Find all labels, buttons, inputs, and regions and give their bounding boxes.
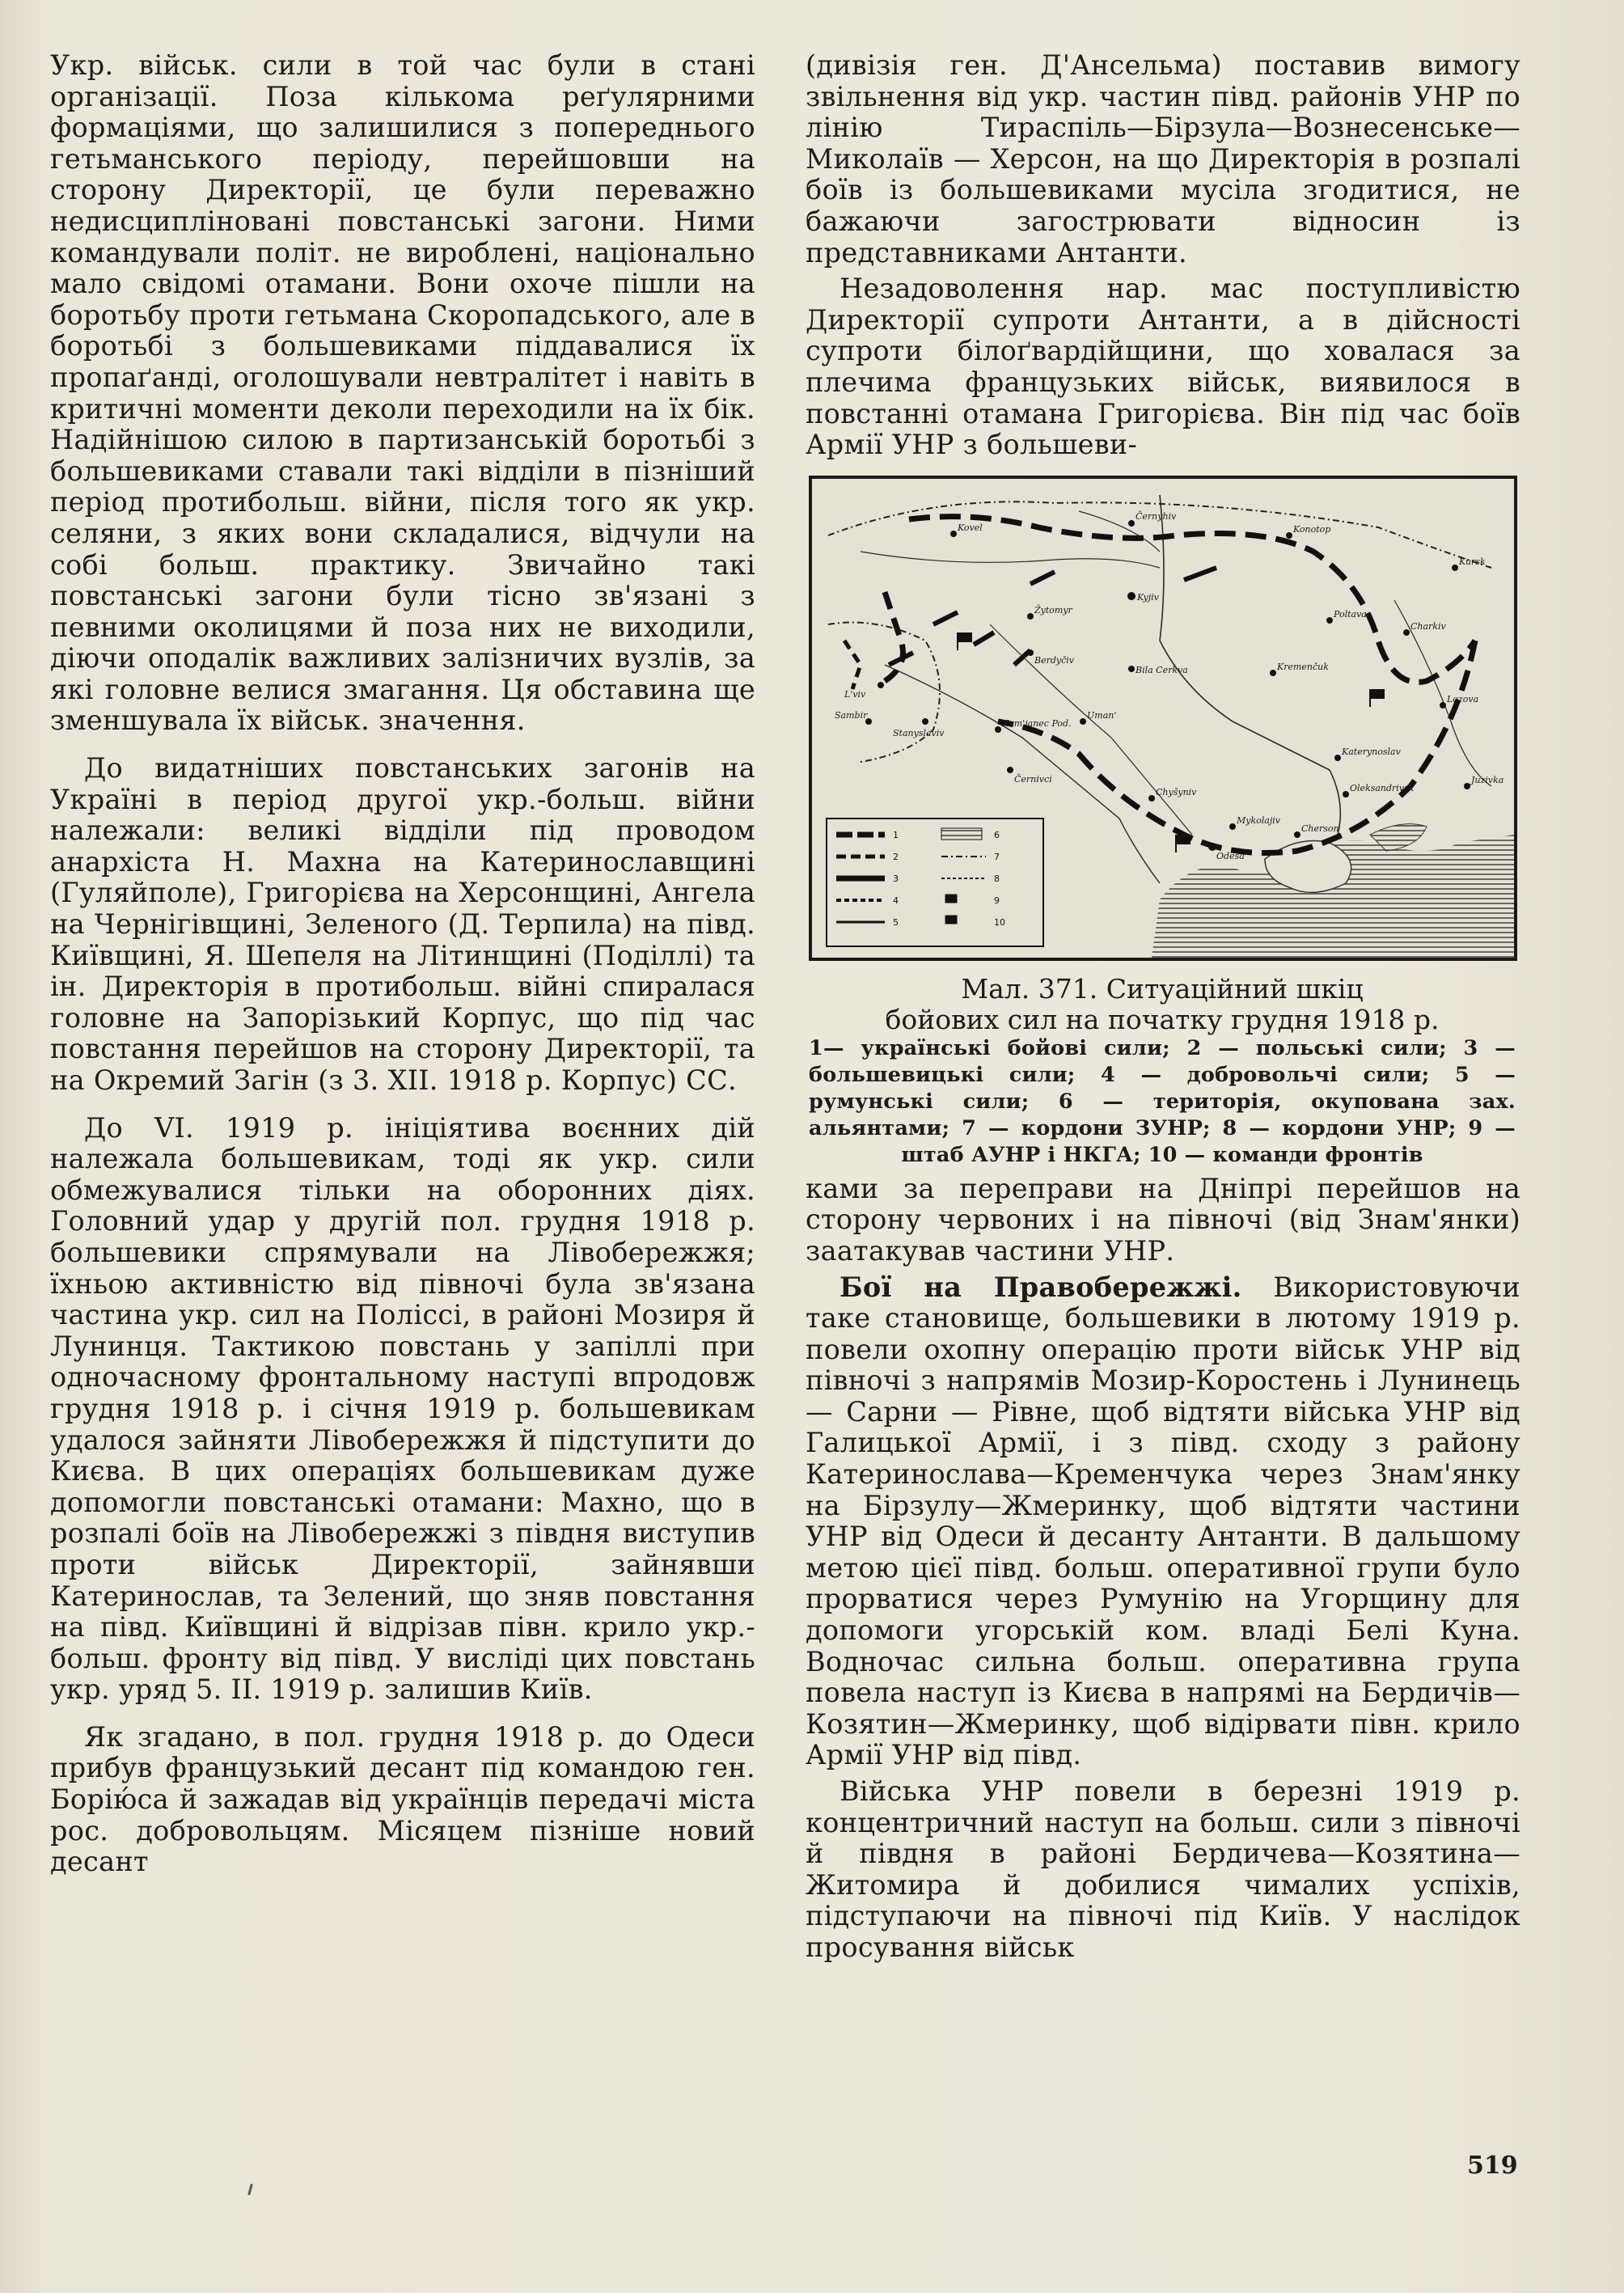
- map-label: Žytomyr: [1034, 604, 1072, 616]
- map-label: Mykolajiv: [1237, 814, 1280, 826]
- paragraph: Незадоволення нар. мас поступливістю Директорії супроти Антанти, а в дійсності супроти білоґвардійщини, що ховалася за плечима французьких військ, виявилося в повстанні отамана Григорієва. Він під час боїв Армії УНР з большеви-: [806, 273, 1520, 461]
- map-label: Kyjiv: [1137, 591, 1159, 603]
- map-label: Katerynoslav: [1342, 746, 1401, 757]
- buh-river: [990, 624, 1192, 835]
- map-label: Kursk: [1459, 556, 1486, 567]
- map-label: Charkiv: [1410, 620, 1446, 632]
- paragraph: (дивізія ген. Д'Ансельма) поставив вимогу звільнення від укр. частин півд. районів УНР по лінію Тираспіль—Бірзула—Вознесенське—Миколаїв — Херсон, на що Директорія в розпалі боїв із большевиками мусіла згодитися, не бажаючи загострювати відносин із представниками Антанти.: [806, 49, 1520, 269]
- map-label: Stanyslaviv: [893, 727, 945, 738]
- map-label: Chyšyniv: [1156, 786, 1197, 797]
- map-label: Odesa: [1216, 850, 1245, 861]
- front-line-polish: [844, 641, 861, 689]
- situation-map: [809, 476, 1517, 961]
- legend-number: 7: [994, 851, 1000, 862]
- legend-number: 2: [893, 851, 899, 862]
- legend-number: 8: [994, 873, 1000, 884]
- map-label: Kam'janec Pod.: [1002, 717, 1072, 729]
- paragraph: Як згадано, в пол. грудня 1918 р. до Одеси прибув французький десант під командою ген. Борію́са й зажадав від українців передачі міста рос. добровольцям. Місяцем пізніше новий десант: [50, 1720, 755, 1878]
- caption-legend: 1— українські бойові сили; 2 — польські сили; 3 — большевицькі сили; 4 — добровольчі сили; 5 — румунські сили; 6 — територія, окупована зах. альянтами; 7 — кордони ЗУНР; 8 — кордони УНР; 9 — штаб АУНР і НКГА; 10 — команди фронтів: [809, 1035, 1516, 1167]
- prypiat-river: [861, 552, 1160, 568]
- paragraph: До VI. 1919 р. ініціятива воєнних дій належала большевикам, тоді як укр. сили обмежувалися тільки на оборонних діях. Головний удар у другій пол. грудня 1918 р. большевики спрямували на Лівобережжя; їхньою активністю від півночі була зв'язана частина укр. сил на Поліссі, в районі Мозиря й Лунинця. Тактикою повстань у запіллі при одночасному фронтальному наступі впродовж грудня 1918 р. і січня 1919 р. большевикам удалося зайняти Лівобережжя й підступити до Києва. В цих операціях большевикам дуже допомогли повстанські отамани: Махно, що в розпалі боїв на Лівобережжі з півдня виступив проти військ Директорії, зайнявши Катеринослав, та Зелений, що зняв повстання на півд. Київщині й відрізав півн. крило укр.-больш. фронту від півд. У висліді цих повстань укр. уряд 5. II. 1919 р. залишив Київ.: [50, 1111, 755, 1706]
- caption-title-line-2: бойових сил на початку грудня 1918 р.: [885, 1003, 1440, 1035]
- map-label: Konotop: [1293, 523, 1331, 535]
- map-label: L'viv: [844, 688, 866, 700]
- city-markers: [865, 520, 1470, 851]
- map-label: Oleksandrivsk: [1350, 782, 1415, 793]
- map-label: Uman': [1087, 709, 1117, 721]
- map-label: Cherson: [1301, 823, 1339, 834]
- map-label: Černivci: [1014, 773, 1052, 785]
- map-label: Berdyčiv: [1034, 654, 1075, 666]
- paragraph: [806, 1272, 1520, 1772]
- map-legend: [827, 819, 1043, 946]
- paragraph: ками за переправи на Дніпрі перейшов на сторону червоних і на півночі (від Знам'янки) заатакував частини УНР.: [806, 1172, 1520, 1267]
- caption-title-line-1: Мал. 371. Ситуаційний шкіц: [961, 972, 1364, 1005]
- section-heading: Бої на Правобережжі.: [839, 1271, 1242, 1303]
- paragraph: Війська УНР повели в березні 1919 р. концентричний наступ на больш. сили з півночі й півдня в районі Бердичева—Козятина—Житомира й добилися чималих успіхів, підступаючи на півночі під Київ. У наслідок просування військ: [806, 1775, 1520, 1963]
- map-label: Juzivka: [1471, 774, 1504, 785]
- left-column: [50, 50, 755, 1894]
- page-number: 519: [1467, 2151, 1518, 2180]
- map-label: Poltava: [1334, 608, 1367, 620]
- front-line-bolshevik: [909, 516, 1475, 682]
- map-drawing: [812, 479, 1514, 958]
- map-label: Lozova: [1447, 693, 1479, 704]
- map-label: Kremenčuk: [1277, 661, 1329, 672]
- legend-number: 5: [893, 916, 899, 928]
- map-label: Sambir: [835, 709, 868, 721]
- figure-371: [809, 476, 1516, 1169]
- legend-number: 6: [994, 829, 1000, 840]
- print-speck: [247, 2184, 253, 2195]
- front-line-west: [885, 592, 903, 681]
- paragraph: Укр. військ. сили в той час були в стані організації. Поза кількома реґулярними формаціями, що залишилися з попереднього гетьманського періоду, перейшовши на сторону Директорії, це були переважно недисципліновані повстанські загони. Ними командували політ. не вироблені, національно мало свідомі отамани. Вони охоче пішли на боротьбу проти гетьмана Скоропадського, але в боротьбі з большевиками піддавалися їх пропаґанді, оголошували невтралітет і навіть в критичні моменти деколи переходили на їх бік. Надійнішою силою в партизанській боротьбі з большевиками ставали такі відділи в пізніший період протибольш. війни, після того як укр. селяни, з яких вони складалися, відчули на собі больш. практику. Звичайно такі повстанські загони були тісно зв'язані з певними околицями й поза них не виходили, діючи оподалік важливих залізничих вузлів, за які головне велися змагання. Ця обставина ще зменшувала їх військ. значення.: [50, 49, 755, 737]
- right-column: [806, 50, 1520, 1980]
- map-label: Černyhiv: [1136, 510, 1177, 522]
- map-label: Kovel: [958, 522, 983, 533]
- map-label: Bila Cerkva: [1136, 664, 1188, 675]
- legend-number: 4: [893, 895, 899, 906]
- paragraph: До видатніших повстанських загонів на Україні в період другої укр.-больш. війни належали: великі відділи під проводом анархіста Н. Махна на Катеринославщині (Гуляйполе), Григорієва на Херсонщині, Ангела на Чернігівщині, Зеленого (Д. Терпила) на півд. Київщині, Я. Шепеля на Літинщині (Поділлі) та ін. Директорія в протибольш. війні спиралася головне на Запорізький Корпус, що під час повстання перейшов на сторону Директорії, та на Окремий Загін (з 3. XII. 1918 р. Корпус) СС.: [50, 752, 755, 1096]
- legend-number: 3: [893, 873, 899, 884]
- legend-number: 9: [994, 895, 1000, 906]
- paragraph-body: Використовуючи таке становище, большевики в лютому 1919 р. повели охопну операцію проти військ УНР від півночі з напрямів Мозир-Коростень і Лунинець — Сарни — Рівне, щоб відтяти війська УНР від Галицької Армії, і з півд. сходу з району Катеринослава—Кременчука через Знам'янку на Бірзулу—Жмеринку, щоб відтяти частини УНР від Одеси й десанту Антанти. В дальшому метою цієї півд. больш. оперативної групи було прорватися через Румунію на Угорщину для допомоги угорській ком. владі Белі Куна. Водночас сильна больш. оперативна група повела наступ із Києва в напрямі на Бердичів—Козятин—Жмеринку, щоб відірвати півн. крило Армії УНР від півд.: [806, 1271, 1520, 1771]
- legend-number: 1: [893, 829, 899, 840]
- figure-caption: [809, 974, 1516, 1169]
- legend-number: 10: [994, 916, 1005, 928]
- unit-marks: [889, 568, 1216, 665]
